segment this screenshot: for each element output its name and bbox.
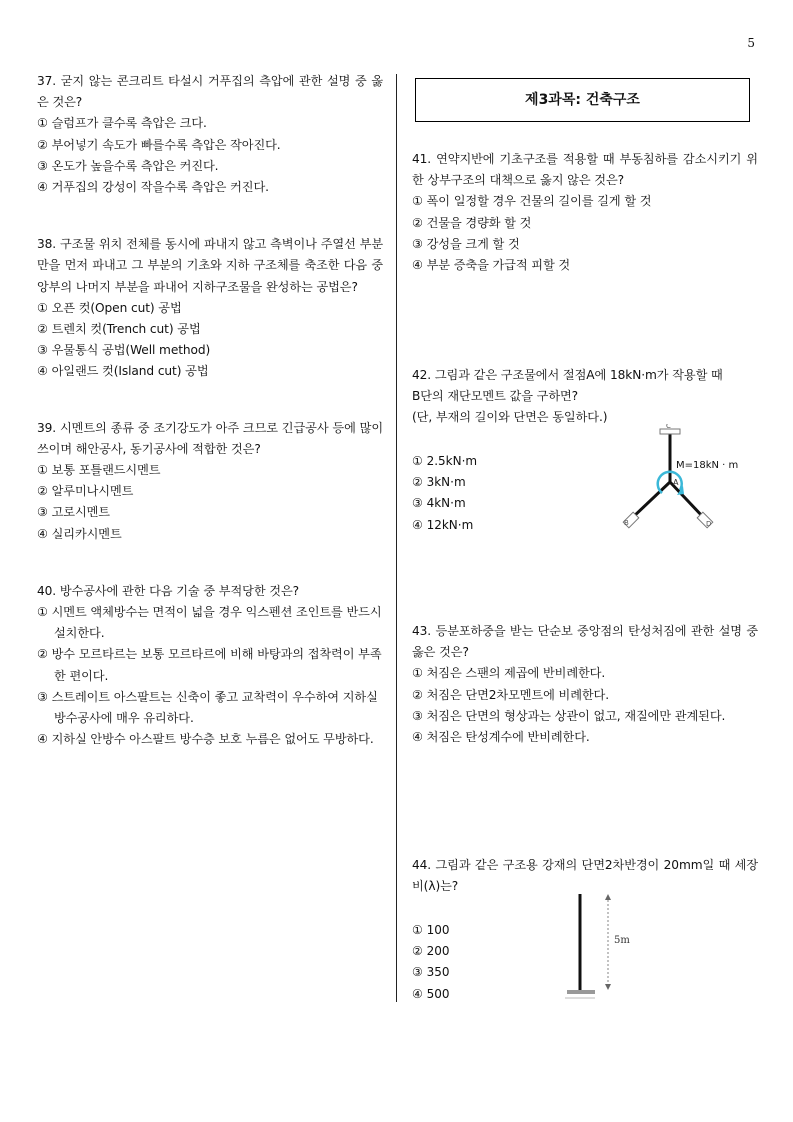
arrow-up-icon <box>605 894 611 900</box>
option-3: ③ 처짐은 단면의 형상과는 상관이 없고, 재질에만 관계된다. <box>412 708 726 723</box>
question-44-options <box>412 920 449 1005</box>
option-3: ③ 고로시멘트 <box>37 505 110 520</box>
question-42 <box>412 365 758 429</box>
option-4: ④ 아일랜드 컷(Island cut) 공법 <box>37 364 209 379</box>
option-3: ③ 350 <box>412 965 450 980</box>
option-1: ① 처짐은 스팬의 제곱에 반비례한다. <box>412 666 606 681</box>
option-4: ④ 실리카시멘트 <box>37 526 122 541</box>
question-stem: 42. 그림과 같은 구조물에서 절점A에 18kN·m가 작용할 때 <box>412 368 723 382</box>
question-43 <box>412 621 758 748</box>
option-4: ④ 처짐은 탄성계수에 반비례한다. <box>412 730 590 745</box>
option-1: ① 시멘트 액체방수는 면적이 넓을 경우 익스펜션 조인트를 반드시 설치한다. <box>37 605 382 641</box>
label-a: A <box>673 478 679 487</box>
label-d: D <box>706 520 712 528</box>
question-stem: 39. 시멘트의 종류 중 조기강도가 아주 크므로 긴급공사 등에 많이 쓰이며 해안공사, 동기공사에 적합한 것은? <box>37 420 383 456</box>
question-stem: 41. 연약지반에 기초구조를 적용할 때 부동침하를 감소시키기 위한 상부구조의 대책으로 옳지 않은 것은? <box>412 152 758 188</box>
label-c: C <box>666 424 671 430</box>
member-ab <box>632 482 670 518</box>
option-3: ③ 우물통식 공법(Well method) <box>37 343 211 358</box>
question-40 <box>37 581 383 751</box>
question-37 <box>37 71 383 198</box>
left-column <box>37 71 383 750</box>
question-38 <box>37 234 383 382</box>
question-39 <box>37 418 383 545</box>
option-3: ③ 4kN·m <box>412 496 466 511</box>
length-label: 5m <box>614 935 630 946</box>
option-2: ② 3kN·m <box>412 475 466 490</box>
question-stem-line2: B단의 재단모멘트 값을 구하면? <box>412 389 579 404</box>
column-divider <box>396 74 397 1002</box>
question-41 <box>412 149 758 276</box>
question-42-options <box>412 451 477 536</box>
column-diagram <box>560 890 640 1004</box>
option-1: ① 폭이 일정할 경우 건물의 길이를 길게 할 것 <box>412 194 652 209</box>
option-1: ① 보통 포틀랜드시멘트 <box>37 463 161 478</box>
option-2: ② 부어넣기 속도가 빠를수록 측압은 작아진다. <box>37 137 281 152</box>
question-stem: 40. 방수공사에 관한 다음 기술 중 부적당한 것은? <box>37 583 299 598</box>
option-3: ③ 스트레이트 아스팔트는 신축이 좋고 교착력이 우수하여 지하실 방수공사에 매우 유리하다. <box>37 689 378 726</box>
question-note: (단, 부재의 길이와 단면은 동일하다.) <box>412 410 608 425</box>
option-4: ④ 12kN·m <box>412 517 474 532</box>
question-stem: 43. 등분포하중을 받는 단순보 중앙점의 탄성처짐에 관한 설명 중 옳은 것은? <box>412 624 758 660</box>
option-2: ② 건물을 경량화 할 것 <box>412 215 532 230</box>
member-ad <box>670 482 704 518</box>
question-stem: 37. 굳지 않는 콘크리트 타설시 거푸집의 측압에 관한 설명 중 옳은 것은? <box>37 74 383 110</box>
option-4: ④ 지하실 안방수 아스팔트 방수층 보호 누름은 없어도 무방하다. <box>37 732 374 747</box>
option-3: ③ 온도가 높을수록 측압은 커진다. <box>37 158 219 173</box>
option-1: ① 100 <box>412 923 450 937</box>
frame-structure-diagram <box>610 424 750 534</box>
option-1: ① 오픈 컷(Open cut) 공법 <box>37 300 182 315</box>
option-4: ④ 거푸집의 강성이 작을수록 측압은 커진다. <box>37 180 269 195</box>
page-number: 5 <box>747 36 755 50</box>
option-2: ② 처짐은 단면2차모멘트에 비례한다. <box>412 687 609 702</box>
arrow-down-icon <box>605 984 611 990</box>
option-2: ② 트렌치 컷(Trench cut) 공법 <box>37 322 201 337</box>
option-2: ② 200 <box>412 944 450 959</box>
option-1: ① 2.5kN·m <box>412 454 478 468</box>
label-b: B <box>624 519 629 527</box>
option-4: ④ 500 <box>412 986 450 1001</box>
option-2: ② 알루미나시멘트 <box>37 484 134 499</box>
subject-title: 제3과목: 건축구조 <box>415 78 750 122</box>
option-1: ① 슬럼프가 클수록 측압은 크다. <box>37 116 207 131</box>
moment-label: M=18kN · m <box>676 460 739 471</box>
question-stem: 38. 구조물 위치 전체를 동시에 파내지 않고 측벽이나 주열선 부분만을 먼저 파내고 그 부분의 기초와 지하 구조체를 축조한 다음 중앙부의 나머지 부분을 파내어 지하구조물을 완성하는 공법은? <box>37 237 383 294</box>
question-stem: 44. 그림과 같은 구조용 강재의 단면2차반경이 20mm일 때 세장비(λ)는? <box>412 858 758 894</box>
option-4: ④ 부분 증축을 가급적 피할 것 <box>412 258 571 273</box>
option-3: ③ 강성을 크게 할 것 <box>412 236 520 251</box>
fixed-base <box>567 990 595 994</box>
option-2: ② 방수 모르타르는 보통 모르타르에 비해 바탕과의 접착력이 부족한 편이다. <box>37 647 382 683</box>
